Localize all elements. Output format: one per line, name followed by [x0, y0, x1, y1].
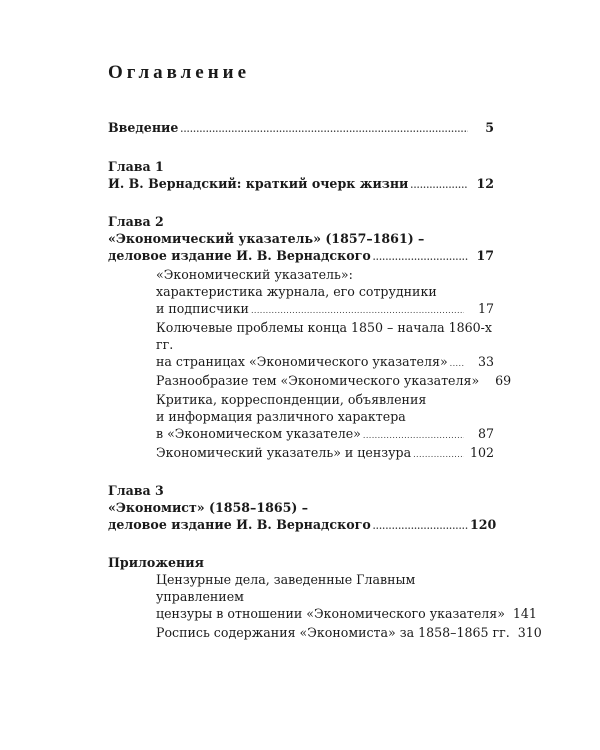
dot-leader	[450, 355, 464, 372]
toc-subentry[interactable]	[156, 624, 542, 643]
toc-subentry[interactable]	[156, 319, 494, 372]
chapter-2-title-line-1: «Экономический указатель» (1857–1861) –	[108, 231, 425, 246]
chapter-1-label: Глава 1	[108, 159, 164, 174]
chapter-3-title-line-1: «Экономист» (1858–1865) –	[108, 500, 309, 515]
appendix-label: Приложения	[108, 555, 204, 570]
chapter-3-label: Глава 3	[108, 483, 164, 498]
chapter-2-label: Глава 2	[108, 214, 164, 229]
toc-entry-intro[interactable]	[108, 119, 494, 138]
toc-page-number: 141	[512, 606, 537, 621]
toc-page-number: 120	[470, 517, 497, 532]
toc-entry-chapter-2[interactable]	[108, 247, 494, 266]
toc-title: Оглавление	[108, 62, 251, 83]
toc-subentry[interactable]	[156, 391, 494, 444]
toc-page-number: 5	[485, 120, 494, 135]
dot-leader	[410, 177, 468, 194]
toc-entry-text: на страницах «Экономического указателя»	[156, 354, 448, 369]
chapter-2-sections	[108, 266, 512, 463]
toc-entry-text: в «Экономическом указателе»	[156, 426, 361, 441]
toc-subentry[interactable]	[156, 571, 537, 624]
toc-subentry-line: Цензурные дела, заведенные Главным управлением	[156, 572, 416, 604]
toc-page-number: 17	[477, 301, 494, 316]
toc-entry-text: Экономический указатель» и цензура	[156, 445, 412, 460]
toc-entry-text: И. В. Вернадский: краткий очерк жизни	[108, 176, 409, 191]
toc-subentry-line: характеристика журнала, его сотрудники	[156, 284, 437, 299]
dot-leader	[251, 302, 464, 319]
toc-entry-text: деловое издание И. В. Вернадского	[108, 248, 371, 263]
toc-entry-text: деловое издание И. В. Вернадского	[108, 517, 371, 532]
toc-page-number: 310	[517, 625, 542, 640]
toc-subentry-line: и информация различного характера	[156, 409, 406, 424]
toc-entries	[108, 119, 542, 643]
toc-entry-text: Разнообразие тем «Экономического указателя»	[156, 373, 480, 388]
toc-entry-text: Введение	[108, 120, 179, 135]
appendix-sections	[108, 571, 542, 643]
toc-subentry[interactable]	[156, 444, 494, 463]
toc-page-number: 33	[477, 354, 494, 369]
toc-entry-text: и подписчики	[156, 301, 249, 316]
dot-leader	[363, 427, 464, 444]
toc-subentry-line: Критика, корреспонденции, объявления	[156, 392, 427, 407]
toc-subentry[interactable]	[156, 372, 512, 391]
toc-subentry-line: Колючевые проблемы конца 1850 – начала 1860-х гг.	[156, 320, 493, 352]
toc-entry-chapter-1[interactable]	[108, 175, 494, 194]
toc-page-number: 17	[476, 248, 494, 263]
toc-page-number: 12	[476, 176, 494, 191]
dot-leader	[413, 446, 464, 463]
dot-leader	[373, 518, 468, 535]
dot-leader	[180, 121, 468, 138]
toc-entry-text: цензуры в отношении «Экономического указателя»	[156, 606, 505, 621]
toc-page-number: 102	[469, 445, 494, 460]
toc-entry-chapter-3[interactable]	[108, 516, 497, 535]
toc-page-number: 87	[477, 426, 494, 441]
dot-leader	[373, 249, 468, 266]
toc-entry-text: Роспись содержания «Экономиста» за 1858–1865 гг.	[156, 625, 510, 640]
toc-subentry-line: «Экономический указатель»:	[156, 267, 353, 282]
toc-page-number: 69	[495, 373, 512, 388]
toc-subentry[interactable]	[156, 266, 494, 319]
